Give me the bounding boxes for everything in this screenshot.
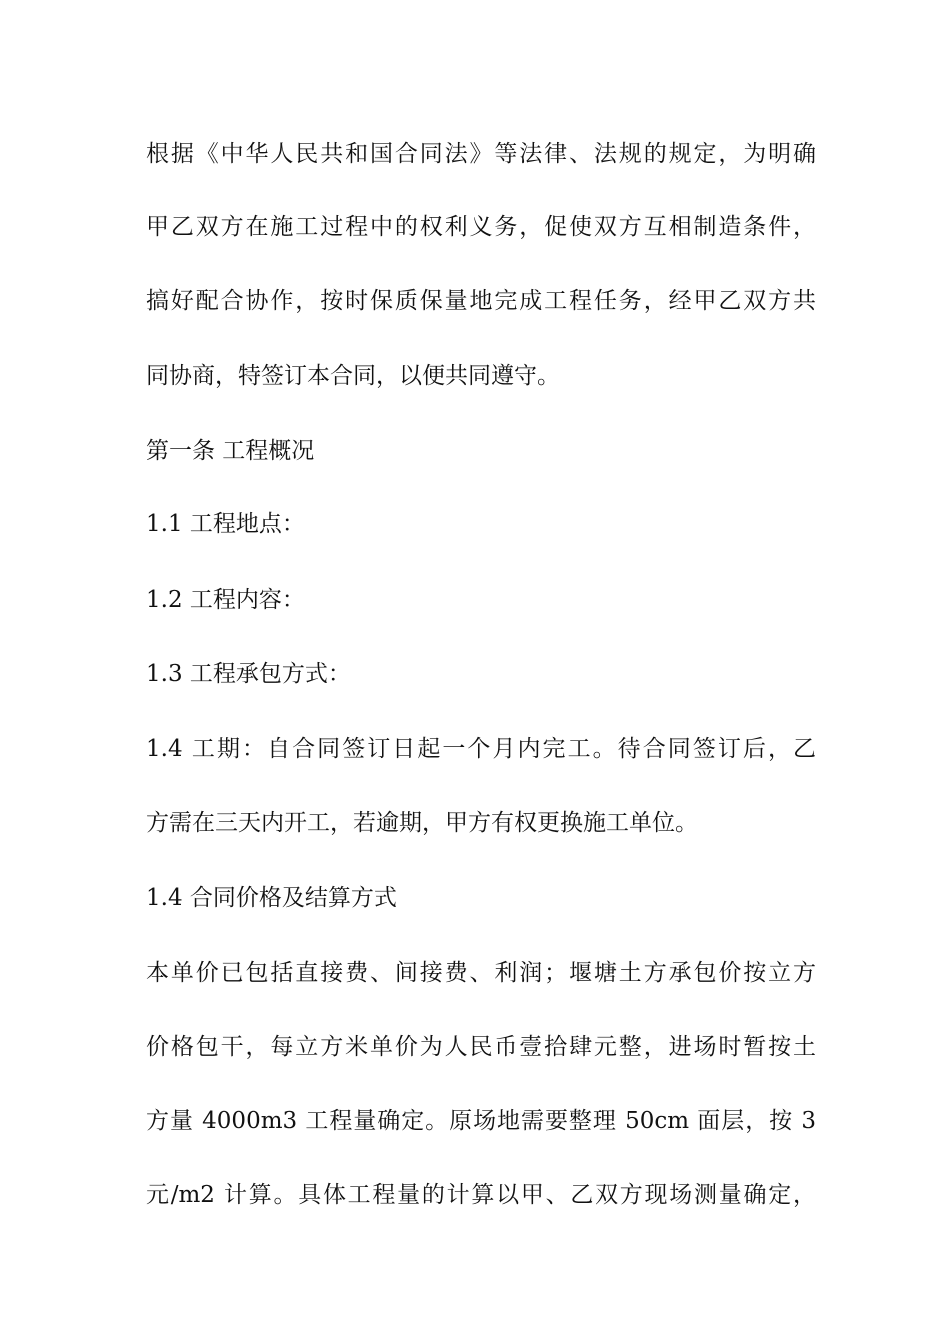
clause-1-4-line-2: 方需在三天内开工，若逾期，甲方有权更换施工单位。 <box>146 810 698 836</box>
intro-line-1: 根据《中华人民共和国合同法》等法律、法规的规定，为明确 <box>146 141 816 167</box>
clause-price-heading: 1.4 合同价格及结算方式 <box>146 885 397 911</box>
price-line-2: 价格包干，每立方米单价为人民币壹拾肆元整，进场时暂按土 <box>146 1034 816 1060</box>
clause-1-4-line-1: 1.4 工期：自合同签订日起一个月内完工。待合同签订后，乙 <box>146 736 816 762</box>
intro-line-4: 同协商，特签订本合同，以便共同遵守。 <box>146 363 560 389</box>
price-line-4: 元/m2 计算。具体工程量的计算以甲、乙双方现场测量确定， <box>146 1182 816 1208</box>
intro-line-2: 甲乙双方在施工过程中的权利义务，促使双方互相制造条件， <box>146 214 816 240</box>
intro-line-3: 搞好配合协作，按时保质保量地完成工程任务，经甲乙双方共 <box>146 288 816 314</box>
article-1-heading: 第一条 工程概况 <box>146 438 315 464</box>
price-line-1: 本单价已包括直接费、间接费、利润；堰塘土方承包价按立方 <box>146 960 816 986</box>
clause-1-2: 1.2 工程内容： <box>146 587 305 613</box>
clause-1-3: 1.3 工程承包方式： <box>146 661 351 687</box>
price-line-3: 方量 4000m3 工程量确定。原场地需要整理 50cm 面层，按 3 <box>146 1108 816 1134</box>
clause-1-1: 1.1 工程地点： <box>146 511 305 537</box>
